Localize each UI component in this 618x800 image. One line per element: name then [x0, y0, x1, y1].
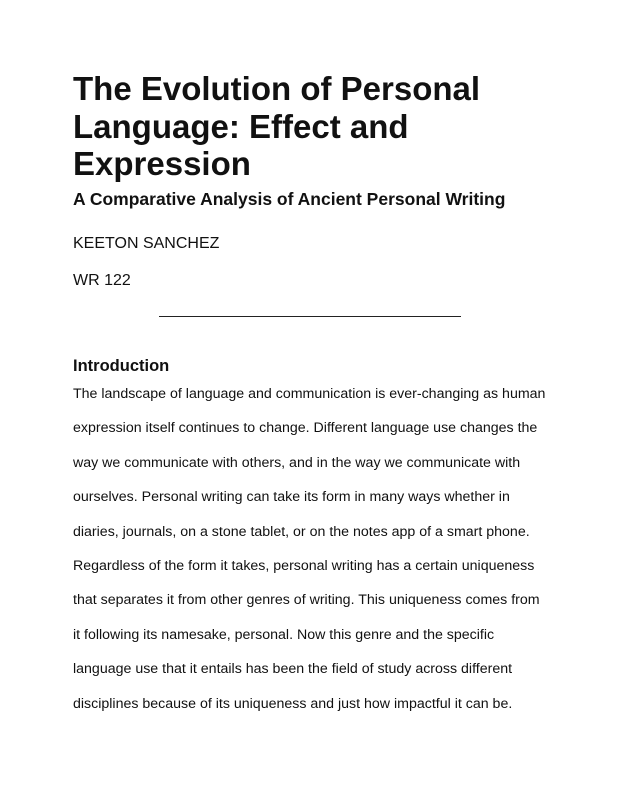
- author-name: KEETON SANCHEZ: [73, 235, 220, 252]
- paragraph-line: that separates it from other genres of writing. This uniqueness comes from: [73, 592, 540, 609]
- paragraph-line: disciplines because of its uniqueness and just how impactful it can be.: [73, 695, 513, 712]
- section-divider: [159, 316, 461, 317]
- paragraph-line: way we communicate with others, and in the way we communicate with: [73, 454, 521, 471]
- body-paragraph: [73, 382, 593, 726]
- paragraph-line: Regardless of the form it takes, personal writing has a certain uniqueness: [73, 557, 535, 574]
- title-line: The Evolution of Personal: [73, 70, 481, 107]
- paragraph-line: it following its namesake, personal. Now this genre and the specific: [73, 626, 495, 643]
- title-line: Language: Effect and: [73, 107, 409, 145]
- paragraph-line: ourselves. Personal writing can take its form in many ways whether in: [73, 489, 510, 506]
- document-subtitle: A Comparative Analysis of Ancient Personal Writing: [73, 189, 506, 209]
- title-line: Expression: [73, 145, 251, 182]
- paragraph-line: language use that it entails has been the field of study across different: [73, 661, 513, 678]
- paragraph-line: The landscape of language and communication is ever-changing as human: [73, 386, 546, 402]
- document-title: [73, 70, 593, 183]
- paragraph-line: diaries, journals, on a stone tablet, or on the notes app of a smart phone.: [73, 523, 530, 540]
- section-heading: Introduction: [73, 357, 170, 375]
- paragraph-line: expression itself continues to change. Different language use changes the: [73, 420, 538, 437]
- course-code: WR 122: [73, 272, 131, 289]
